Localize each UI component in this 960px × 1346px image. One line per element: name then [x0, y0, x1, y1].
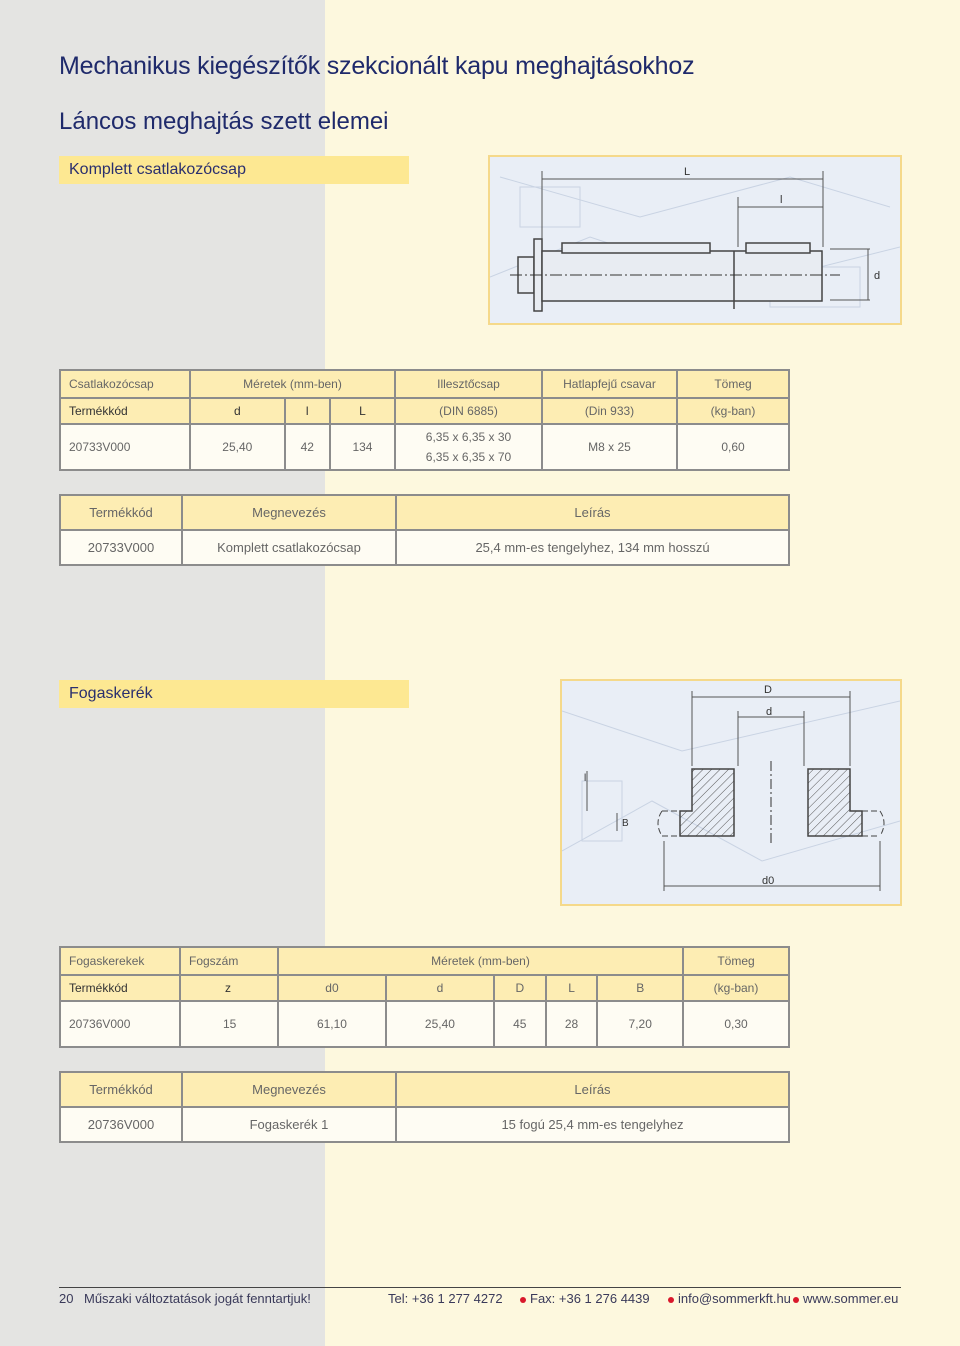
- th-description: Leírás: [396, 1072, 789, 1107]
- cell-L: 134: [330, 424, 395, 470]
- th-description: Leírás: [396, 495, 789, 530]
- page-subtitle: Láncos meghajtás szett elemei: [59, 108, 389, 135]
- th-code: Termékkód: [60, 398, 190, 424]
- gear-drawing: [560, 679, 902, 906]
- cell-B: 7,20: [597, 1001, 683, 1047]
- footer-divider: [59, 1287, 901, 1288]
- footer-email[interactable]: info@sommerkft.hu: [668, 1291, 791, 1306]
- th-name: Megnevezés: [182, 495, 396, 530]
- th-code: Termékkód: [60, 495, 182, 530]
- cell-pin-1: 6,35 x 6,35 x 30: [425, 430, 512, 444]
- cell-name: Fogaskerék 1: [182, 1107, 396, 1142]
- connector-pin-drawing: [488, 155, 902, 325]
- th-teeth: Fogszám: [180, 947, 278, 975]
- page-number: 20: [59, 1291, 74, 1306]
- th-L: L: [546, 975, 598, 1001]
- th-code: Termékkód: [60, 975, 180, 1001]
- cell-code: 20736V000: [60, 1001, 180, 1047]
- cell-screw: M8 x 25: [542, 424, 677, 470]
- gear-spec-table: [59, 946, 790, 1048]
- footer-tel: Tel: +36 1 277 4272: [388, 1291, 503, 1306]
- th-d: d: [386, 975, 494, 1001]
- connector-pin-desc-table: [59, 494, 790, 566]
- th-weight: Tömeg: [683, 947, 789, 975]
- gear-diagram: [562, 681, 900, 904]
- footer-notice: Műszaki változtatások jogát fenntartjuk!: [84, 1291, 311, 1306]
- dim-label-d0: d0: [762, 875, 775, 887]
- cell-name: Komplett csatlakozócsap: [182, 530, 396, 565]
- bullet-icon: [668, 1297, 674, 1303]
- cell-description: 15 fogú 25,4 mm-es tengelyhez: [396, 1107, 789, 1142]
- th-dimensions: Méretek (mm-ben): [278, 947, 683, 975]
- th-weight-unit: (kg-ban): [683, 975, 789, 1001]
- connector-pin-diagram: [490, 157, 900, 323]
- dim-label-B: B: [622, 818, 629, 829]
- section-heading-gear: Fogaskerék: [59, 680, 409, 708]
- th-weight: Tömeg: [677, 370, 789, 398]
- left-gray-band: [0, 0, 325, 1346]
- bullet-icon: [520, 1297, 526, 1303]
- cell-weight: 0,60: [677, 424, 789, 470]
- th-product: Csatlakozócsap: [60, 370, 190, 398]
- cell-D: 45: [494, 1001, 546, 1047]
- th-pin-din: (DIN 6885): [395, 398, 542, 424]
- bullet-icon: [793, 1297, 799, 1303]
- cell-d0: 61,10: [278, 1001, 386, 1047]
- cell-pin: [395, 424, 542, 470]
- cell-code: 20736V000: [60, 1107, 182, 1142]
- section-heading-connector-pin: Komplett csatlakozócsap: [59, 156, 409, 184]
- th-weight-unit: (kg-ban): [677, 398, 789, 424]
- dim-label-L: L: [684, 166, 691, 178]
- th-d: d: [190, 398, 285, 424]
- cell-code: 20733V000: [60, 424, 190, 470]
- th-product: Fogaskerekek: [60, 947, 180, 975]
- page-title: Mechanikus kiegészítők szekcionált kapu meghajtásokhoz: [59, 52, 695, 80]
- th-code: Termékkód: [60, 1072, 182, 1107]
- footer-fax: Fax: +36 1 276 4439: [520, 1291, 650, 1306]
- th-dimensions: Méretek (mm-ben): [190, 370, 395, 398]
- th-name: Megnevezés: [182, 1072, 396, 1107]
- dim-label-l: l: [780, 194, 783, 206]
- th-z: z: [180, 975, 278, 1001]
- cell-code: 20733V000: [60, 530, 182, 565]
- cell-pin-2: 6,35 x 6,35 x 70: [425, 450, 512, 464]
- footer-web[interactable]: www.sommer.eu: [793, 1291, 898, 1306]
- dim-label-d: d: [766, 706, 773, 718]
- page-footer: [0, 1287, 960, 1311]
- dim-label-d: d: [874, 270, 881, 282]
- th-screw: Hatlapfejű csavar: [542, 370, 677, 398]
- th-d0: d0: [278, 975, 386, 1001]
- dim-label-l: l: [584, 773, 587, 784]
- connector-pin-spec-table: [59, 369, 790, 471]
- cell-d: 25,40: [386, 1001, 494, 1047]
- th-pin: Illesztőcsap: [395, 370, 542, 398]
- cell-weight: 0,30: [683, 1001, 789, 1047]
- cell-description: 25,4 mm-es tengelyhez, 134 mm hosszú: [396, 530, 789, 565]
- cell-z: 15: [180, 1001, 278, 1047]
- th-L: L: [330, 398, 395, 424]
- gear-desc-table: [59, 1071, 790, 1143]
- cell-d: 25,40: [190, 424, 285, 470]
- th-D: D: [494, 975, 546, 1001]
- cell-L: 28: [546, 1001, 598, 1047]
- dim-label-D: D: [764, 684, 772, 696]
- cell-l: 42: [285, 424, 330, 470]
- th-l: l: [285, 398, 330, 424]
- th-B: B: [597, 975, 683, 1001]
- th-screw-din: (Din 933): [542, 398, 677, 424]
